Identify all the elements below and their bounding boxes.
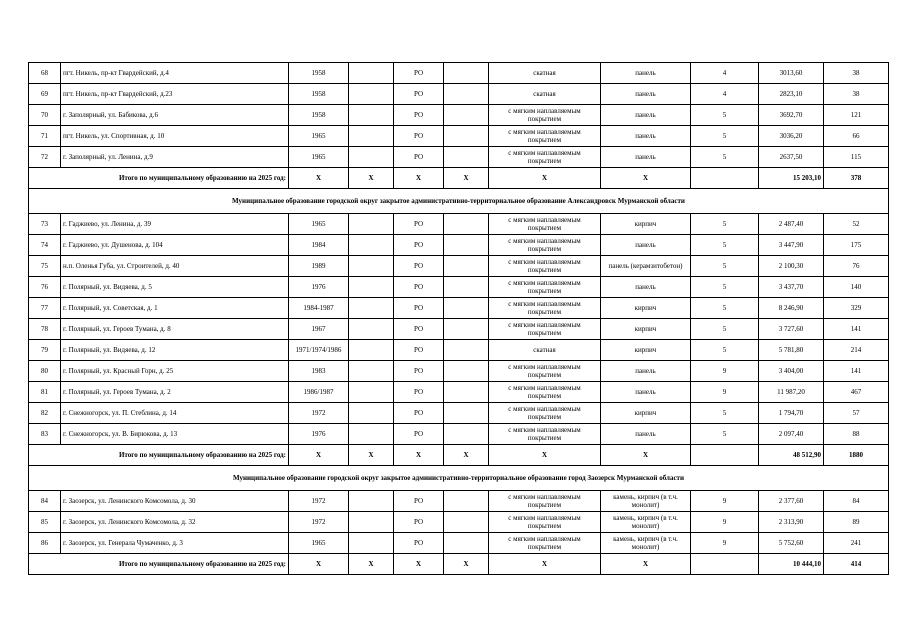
empty-cell (444, 147, 489, 168)
wall-material-cell: панель (601, 63, 691, 84)
empty-cell (691, 554, 759, 575)
empty-cell (691, 168, 759, 189)
empty-cell (349, 63, 394, 84)
empty-cell (349, 491, 394, 512)
empty-cell (349, 147, 394, 168)
empty-cell (349, 512, 394, 533)
floors-cell: 5 (691, 424, 759, 445)
build-year-cell: 1989 (289, 256, 349, 277)
build-year-cell: 1972 (289, 491, 349, 512)
fund-method-cell: РО (394, 147, 444, 168)
row-number-cell: 80 (29, 361, 61, 382)
fund-method-cell: РО (394, 256, 444, 277)
total-x-cell: X (289, 445, 349, 466)
wall-material-cell: кирпич (601, 214, 691, 235)
fund-method-cell: РО (394, 84, 444, 105)
address-cell: пгт. Никель, пр-кт Гвардейский, д.23 (61, 84, 289, 105)
residents-cell: 57 (824, 403, 889, 424)
table-row (29, 235, 889, 256)
empty-cell (444, 277, 489, 298)
empty-cell (444, 84, 489, 105)
area-cell: 2 377,60 (759, 491, 824, 512)
roof-type-cell: с мягким наплавляемым покрытием (489, 105, 601, 126)
roof-type-cell: с мягким наплавляемым покрытием (489, 403, 601, 424)
empty-cell (444, 319, 489, 340)
address-cell: г. Заозерск, ул. Ленинского Комсомола, д. 32 (61, 512, 289, 533)
address-cell: г. Полярный, ул. Красный Горн, д. 25 (61, 361, 289, 382)
wall-material-cell: камень, кирпич (в т.ч. монолит) (601, 533, 691, 554)
fund-method-cell: РО (394, 340, 444, 361)
total-x-cell: X (444, 445, 489, 466)
address-cell: г. Заозерск, ул. Ленинского Комсомола, д. 30 (61, 491, 289, 512)
table-row (29, 340, 889, 361)
floors-cell: 5 (691, 105, 759, 126)
address-cell: г. Гаджиево, ул. Душенова, д. 104 (61, 235, 289, 256)
empty-cell (444, 105, 489, 126)
floors-cell: 9 (691, 491, 759, 512)
fund-method-cell: РО (394, 105, 444, 126)
residents-cell: 76 (824, 256, 889, 277)
row-number-cell: 74 (29, 235, 61, 256)
table-row (29, 491, 889, 512)
address-cell: г. Полярный, ул. Видяева, д. 5 (61, 277, 289, 298)
empty-cell (444, 533, 489, 554)
roof-type-cell: с мягким наплавляемым покрытием (489, 277, 601, 298)
row-number-cell: 82 (29, 403, 61, 424)
total-x-cell: X (489, 554, 601, 575)
fund-method-cell: РО (394, 298, 444, 319)
area-cell: 2 100,30 (759, 256, 824, 277)
floors-cell: 9 (691, 361, 759, 382)
address-cell: г. Полярный, ул. Героев Тумана, д. 2 (61, 382, 289, 403)
address-cell: г. Снежногорск, ул. В. Бирюкова, д. 13 (61, 424, 289, 445)
empty-cell (444, 403, 489, 424)
address-cell: г. Полярный, ул. Героев Тумана, д. 8 (61, 319, 289, 340)
build-year-cell: 1983 (289, 361, 349, 382)
empty-cell (349, 126, 394, 147)
row-number-cell: 84 (29, 491, 61, 512)
roof-type-cell: с мягким наплавляемым покрытием (489, 126, 601, 147)
total-x-cell: X (394, 168, 444, 189)
residents-cell: 66 (824, 126, 889, 147)
area-cell: 3036,20 (759, 126, 824, 147)
section-header-row (29, 189, 889, 214)
wall-material-cell: кирпич (601, 403, 691, 424)
empty-cell (349, 277, 394, 298)
area-cell: 2 313,90 (759, 512, 824, 533)
row-number-cell: 73 (29, 214, 61, 235)
section-header-row (29, 466, 889, 491)
housing-register-table (28, 62, 889, 575)
build-year-cell: 1986/1987 (289, 382, 349, 403)
empty-cell (444, 361, 489, 382)
row-number-cell: 85 (29, 512, 61, 533)
area-cell: 5 752,60 (759, 533, 824, 554)
roof-type-cell: с мягким наплавляемым покрытием (489, 424, 601, 445)
build-year-cell: 1976 (289, 424, 349, 445)
build-year-cell: 1965 (289, 126, 349, 147)
empty-cell (349, 424, 394, 445)
empty-cell (444, 214, 489, 235)
empty-cell (349, 533, 394, 554)
residents-cell: 141 (824, 361, 889, 382)
total-x-cell: X (394, 554, 444, 575)
residents-cell: 241 (824, 533, 889, 554)
area-cell: 3013,60 (759, 63, 824, 84)
build-year-cell: 1971/1974/1986 (289, 340, 349, 361)
empty-cell (444, 298, 489, 319)
residents-cell: 140 (824, 277, 889, 298)
residents-cell: 84 (824, 491, 889, 512)
build-year-cell: 1972 (289, 403, 349, 424)
residents-cell: 141 (824, 319, 889, 340)
roof-type-cell: с мягким наплавляемым покрытием (489, 319, 601, 340)
residents-cell: 467 (824, 382, 889, 403)
area-cell: 5 781,80 (759, 340, 824, 361)
address-cell: г. Гаджиево, ул. Ленина, д. 39 (61, 214, 289, 235)
floors-cell: 9 (691, 512, 759, 533)
address-cell: г. Полярный, ул. Видяева, д. 12 (61, 340, 289, 361)
empty-cell (444, 424, 489, 445)
total-x-cell: X (394, 445, 444, 466)
row-number-cell: 79 (29, 340, 61, 361)
fund-method-cell: РО (394, 319, 444, 340)
empty-cell (349, 214, 394, 235)
wall-material-cell: камень, кирпич (в т.ч. монолит) (601, 512, 691, 533)
roof-type-cell: с мягким наплавляемым покрытием (489, 298, 601, 319)
roof-type-cell: скатная (489, 340, 601, 361)
fund-method-cell: РО (394, 491, 444, 512)
build-year-cell: 1972 (289, 512, 349, 533)
residents-cell: 121 (824, 105, 889, 126)
table-row (29, 361, 889, 382)
fund-method-cell: РО (394, 512, 444, 533)
floors-cell: 5 (691, 126, 759, 147)
floors-cell: 9 (691, 533, 759, 554)
floors-cell: 5 (691, 147, 759, 168)
total-residents-cell: 414 (824, 554, 889, 575)
empty-cell (444, 512, 489, 533)
residents-cell: 175 (824, 235, 889, 256)
residents-cell: 214 (824, 340, 889, 361)
total-x-cell: X (349, 168, 394, 189)
total-area-cell: 48 512,90 (759, 445, 824, 466)
total-x-cell: X (289, 554, 349, 575)
total-row (29, 445, 889, 466)
table-row (29, 277, 889, 298)
row-number-cell: 86 (29, 533, 61, 554)
address-cell: г. Заполярный, ул. Бабикова, д.6 (61, 105, 289, 126)
fund-method-cell: РО (394, 533, 444, 554)
empty-cell (444, 340, 489, 361)
row-number-cell: 70 (29, 105, 61, 126)
roof-type-cell: скатная (489, 63, 601, 84)
build-year-cell: 1984-1987 (289, 298, 349, 319)
build-year-cell: 1965 (289, 533, 349, 554)
table-row (29, 298, 889, 319)
wall-material-cell: кирпич (601, 298, 691, 319)
row-number-cell: 77 (29, 298, 61, 319)
empty-cell (349, 319, 394, 340)
row-number-cell: 76 (29, 277, 61, 298)
total-row (29, 168, 889, 189)
floors-cell: 5 (691, 277, 759, 298)
total-residents-cell: 378 (824, 168, 889, 189)
floors-cell: 9 (691, 382, 759, 403)
area-cell: 2823,10 (759, 84, 824, 105)
empty-cell (444, 126, 489, 147)
roof-type-cell: с мягким наплавляемым покрытием (489, 533, 601, 554)
table-row (29, 147, 889, 168)
total-area-cell: 10 444,10 (759, 554, 824, 575)
empty-cell (444, 235, 489, 256)
total-x-cell: X (444, 168, 489, 189)
wall-material-cell: панель (601, 235, 691, 256)
build-year-cell: 1958 (289, 105, 349, 126)
fund-method-cell: РО (394, 382, 444, 403)
build-year-cell: 1958 (289, 84, 349, 105)
empty-cell (349, 105, 394, 126)
roof-type-cell: с мягким наплавляемым покрытием (489, 512, 601, 533)
address-cell: г. Заозерск, ул. Генерала Чумаченко, д. 3 (61, 533, 289, 554)
row-number-cell: 68 (29, 63, 61, 84)
area-cell: 3 447,90 (759, 235, 824, 256)
area-cell: 3692,70 (759, 105, 824, 126)
fund-method-cell: РО (394, 361, 444, 382)
address-cell: пгт. Никель, пр-кт Гвардейский, д.4 (61, 63, 289, 84)
row-number-cell: 69 (29, 84, 61, 105)
total-x-cell: X (289, 168, 349, 189)
empty-cell (349, 361, 394, 382)
floors-cell: 4 (691, 84, 759, 105)
total-label: Итого по муниципальному образованию на 2025 год: (29, 168, 289, 189)
wall-material-cell: панель (601, 361, 691, 382)
build-year-cell: 1984 (289, 235, 349, 256)
fund-method-cell: РО (394, 424, 444, 445)
build-year-cell: 1967 (289, 319, 349, 340)
empty-cell (349, 403, 394, 424)
floors-cell: 5 (691, 403, 759, 424)
empty-cell (349, 340, 394, 361)
table-row (29, 533, 889, 554)
area-cell: 2637,50 (759, 147, 824, 168)
fund-method-cell: РО (394, 403, 444, 424)
table-row (29, 403, 889, 424)
residents-cell: 329 (824, 298, 889, 319)
address-cell: н.п. Оленья Губа, ул. Строителей, д. 40 (61, 256, 289, 277)
total-x-cell: X (349, 445, 394, 466)
row-number-cell: 71 (29, 126, 61, 147)
floors-cell: 4 (691, 63, 759, 84)
wall-material-cell: панель (601, 105, 691, 126)
roof-type-cell: с мягким наплавляемым покрытием (489, 491, 601, 512)
wall-material-cell: панель (601, 126, 691, 147)
roof-type-cell: с мягким наплавляемым покрытием (489, 235, 601, 256)
roof-type-cell: скатная (489, 84, 601, 105)
table-row (29, 105, 889, 126)
build-year-cell: 1965 (289, 214, 349, 235)
empty-cell (444, 491, 489, 512)
empty-cell (349, 235, 394, 256)
area-cell: 3 727,60 (759, 319, 824, 340)
wall-material-cell: панель (керамзитобетон) (601, 256, 691, 277)
empty-cell (349, 382, 394, 403)
residents-cell: 89 (824, 512, 889, 533)
area-cell: 8 246,90 (759, 298, 824, 319)
total-x-cell: X (489, 445, 601, 466)
floors-cell: 5 (691, 214, 759, 235)
table-row (29, 84, 889, 105)
residents-cell: 38 (824, 84, 889, 105)
area-cell: 2 487,40 (759, 214, 824, 235)
total-x-cell: X (489, 168, 601, 189)
row-number-cell: 83 (29, 424, 61, 445)
total-x-cell: X (601, 554, 691, 575)
fund-method-cell: РО (394, 214, 444, 235)
fund-method-cell: РО (394, 235, 444, 256)
roof-type-cell: с мягким наплавляемым покрытием (489, 382, 601, 403)
empty-cell (349, 256, 394, 277)
area-cell: 1 794,70 (759, 403, 824, 424)
table-row (29, 319, 889, 340)
area-cell: 2 097,40 (759, 424, 824, 445)
build-year-cell: 1976 (289, 277, 349, 298)
wall-material-cell: панель (601, 147, 691, 168)
total-label: Итого по муниципальному образованию на 2025 год: (29, 445, 289, 466)
roof-type-cell: с мягким наплавляемым покрытием (489, 214, 601, 235)
section-title: Муниципальное образование городской округ закрытое административно-территориальное образование город Заозерск Мурманской области (29, 466, 889, 491)
table-row (29, 63, 889, 84)
address-cell: пгт. Никель, ул. Спортивная, д. 10 (61, 126, 289, 147)
address-cell: г. Полярный, ул. Советская, д. 1 (61, 298, 289, 319)
roof-type-cell: с мягким наплавляемым покрытием (489, 147, 601, 168)
address-cell: г. Снежногорск, ул. П. Стеблина, д. 14 (61, 403, 289, 424)
floors-cell: 5 (691, 319, 759, 340)
fund-method-cell: РО (394, 126, 444, 147)
residents-cell: 88 (824, 424, 889, 445)
empty-cell (444, 63, 489, 84)
empty-cell (349, 298, 394, 319)
area-cell: 11 987,20 (759, 382, 824, 403)
empty-cell (691, 445, 759, 466)
table-row (29, 126, 889, 147)
row-number-cell: 78 (29, 319, 61, 340)
wall-material-cell: панель (601, 382, 691, 403)
build-year-cell: 1965 (289, 147, 349, 168)
residents-cell: 115 (824, 147, 889, 168)
wall-material-cell: кирпич (601, 319, 691, 340)
table-row (29, 256, 889, 277)
residents-cell: 52 (824, 214, 889, 235)
total-x-cell: X (349, 554, 394, 575)
table-body (29, 63, 889, 575)
empty-cell (349, 84, 394, 105)
wall-material-cell: панель (601, 84, 691, 105)
area-cell: 3 404,00 (759, 361, 824, 382)
total-x-cell: X (444, 554, 489, 575)
row-number-cell: 75 (29, 256, 61, 277)
total-area-cell: 15 203,10 (759, 168, 824, 189)
floors-cell: 5 (691, 298, 759, 319)
table-row (29, 512, 889, 533)
section-title: Муниципальное образование городской округ закрытое административно-территориальное образование Александровск Мурманской области (29, 189, 889, 214)
wall-material-cell: камень, кирпич (в т.ч. монолит) (601, 491, 691, 512)
build-year-cell: 1958 (289, 63, 349, 84)
address-cell: г. Заполярный, ул. Ленина, д.9 (61, 147, 289, 168)
row-number-cell: 81 (29, 382, 61, 403)
area-cell: 3 437,70 (759, 277, 824, 298)
table-row (29, 424, 889, 445)
roof-type-cell: с мягким наплавляемым покрытием (489, 256, 601, 277)
total-row (29, 554, 889, 575)
roof-type-cell: с мягким наплавляемым покрытием (489, 361, 601, 382)
wall-material-cell: кирпич (601, 340, 691, 361)
table-row (29, 214, 889, 235)
fund-method-cell: РО (394, 63, 444, 84)
total-residents-cell: 1880 (824, 445, 889, 466)
floors-cell: 5 (691, 235, 759, 256)
empty-cell (444, 256, 489, 277)
wall-material-cell: панель (601, 424, 691, 445)
residents-cell: 38 (824, 63, 889, 84)
floors-cell: 5 (691, 256, 759, 277)
table-row (29, 382, 889, 403)
total-x-cell: X (601, 168, 691, 189)
floors-cell: 5 (691, 340, 759, 361)
wall-material-cell: панель (601, 277, 691, 298)
fund-method-cell: РО (394, 277, 444, 298)
row-number-cell: 72 (29, 147, 61, 168)
total-x-cell: X (601, 445, 691, 466)
empty-cell (444, 382, 489, 403)
total-label: Итого по муниципальному образованию на 2025 год: (29, 554, 289, 575)
